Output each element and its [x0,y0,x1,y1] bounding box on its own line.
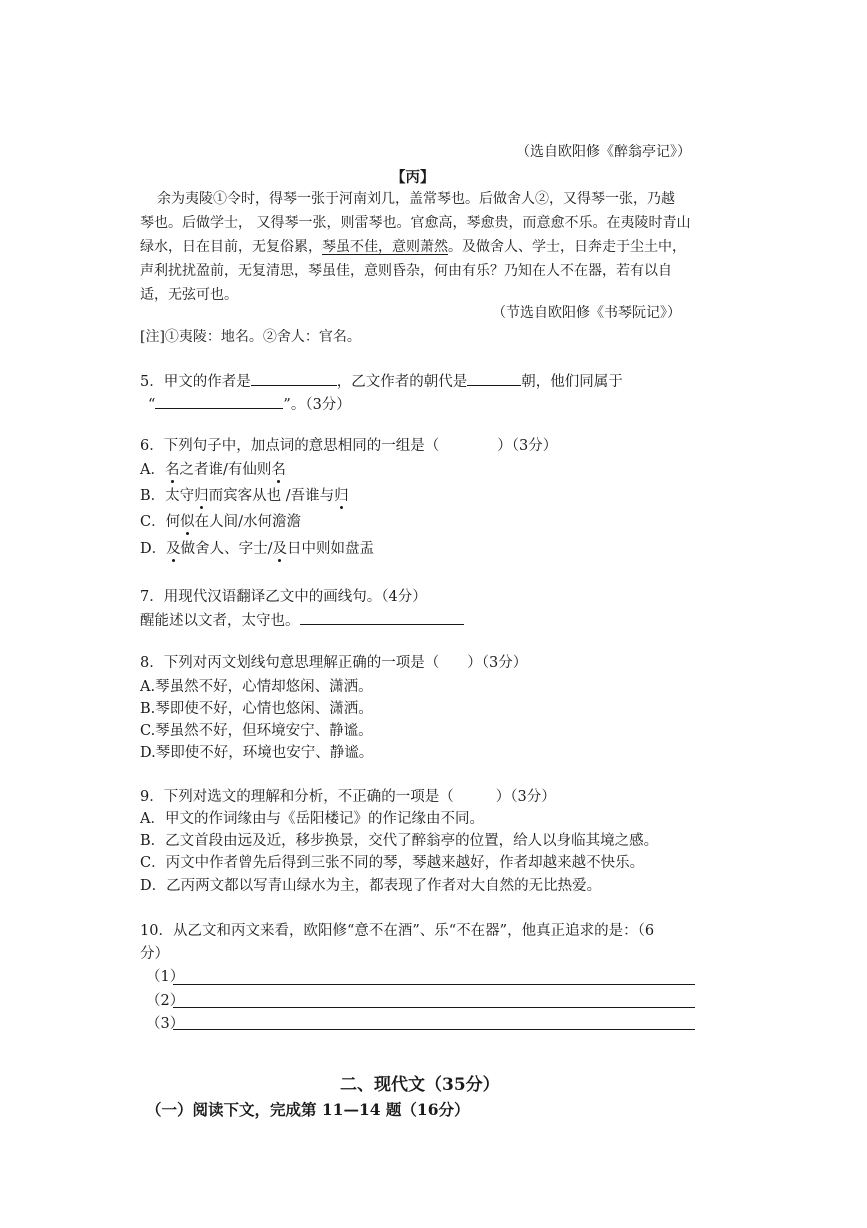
q9-stem-end: ）（3分） [495,789,556,805]
dotted-word: 名 [271,462,286,478]
q8-stem-text: 8．下列对丙文划线句意思理解正确的一项是（ [140,655,440,671]
q6-option-c[interactable] [140,511,301,533]
passage-line-5: 适，无弦可也。 [140,287,238,303]
q8-option-b[interactable]: B.琴即使不好，心情也悠闲、潇洒。 [140,701,373,717]
option-letter: D． [140,541,167,557]
q6-stem-text: 6．下列句子中，加点词的意思相同的一组是（ [140,438,440,454]
q8-option-a[interactable]: A.琴虽然不好，心情却悠闲、潇洒。 [140,679,373,695]
option-text: 日中则如盘盂 [287,541,375,557]
q5-part-b: ，乙文作者的朝代是 [336,374,468,390]
answer-blank[interactable] [251,370,337,386]
question-9-stem [140,786,556,808]
dotted-word: 名 [164,462,180,478]
answer-label-2: （2） [146,993,185,1009]
q7-sentence-text: 醒能述以文者，太守也。 [140,613,300,629]
q6-option-b[interactable] [140,485,349,507]
question-10-stem: 10．从乙文和丙文来看，欧阳修“意不在酒”、乐“不在器”，他真正追求的是：（6 [140,923,655,939]
option-text: 在人间/水何澹澹 [194,514,301,530]
annotation-note: [注]①夷陵：地名。②舍人：官名。 [140,329,361,345]
dotted-word: 归 [334,488,349,504]
q8-option-c[interactable]: C.琴虽然不好，但环境安宁、静谧。 [140,723,373,739]
passage-line-1: 余为夷陵①令时，得琴一张于河南刘几，盖常琴也。后做舍人②，又得琴一张，乃越 [157,191,675,207]
source-citation-top: （选自欧阳修《醉翁亭记》） [516,144,691,160]
section-title: 二、现代文（35分） [340,1075,500,1095]
passage-line-4: 声利扰扰盈前，无复清思，琴虽佳，意则昏杂，何由有乐？乃知在人不在器，若有以自 [140,263,672,279]
dotted-word: 及 [166,541,181,557]
question-5 [140,370,623,393]
answer-blank[interactable] [467,370,521,386]
open-quote: “ [148,397,156,413]
q8-option-d[interactable]: D.琴即使不好，环境也安宁、静谧。 [140,745,374,761]
passage-line-2: 琴也。后做学士， 又得琴一张，则雷琴也。官愈高，琴愈贵，而意愈不乐。在夷陵时青山 [140,215,691,231]
passage-line-3 [140,236,686,258]
option-letter: A． [140,462,165,478]
answer-label-3: （3） [146,1016,185,1032]
q5-part-c: 朝，他们同属于 [521,374,623,390]
question-5-line-2 [148,393,351,416]
dotted-word: 及 [272,541,288,557]
subsection-title: （一）阅读下文，完成第 11—14 题（16分） [146,1100,470,1119]
answer-label-1: （1） [146,969,185,985]
q9-option-d[interactable]: D．乙丙两文都以写青山绿水为主，都表现了作者对大自然的无比热爱。 [140,878,602,894]
option-text: B．太守 [140,488,195,504]
dotted-word: 归 [194,488,209,504]
underlined-sentence: 琴虽不佳，意则萧然 [322,239,448,255]
q9-stem-text: 9．下列对选文的理解和分析，不正确的一项是（ [140,789,454,805]
q9-option-a[interactable]: A．甲文的作词缘由与《岳阳楼记》的作记缘由不同。 [140,811,484,827]
q9-option-b[interactable]: B．乙文首段由远及近，移步换景，交代了醉翁亭的位置，给人以身临其境之感。 [140,833,659,849]
q5-part-d: ”。（3分） [283,397,351,413]
q9-option-c[interactable]: C．丙文中作者曾先后得到三张不同的琴，琴越来越好，作者却越来越不快乐。 [140,855,645,871]
option-text: 之者谁/有仙则 [179,462,272,478]
question-7-sentence [140,609,464,632]
q6-option-d[interactable] [140,538,374,560]
q6-option-a[interactable] [140,459,286,481]
dotted-word: 似 [180,514,195,530]
answer-blank[interactable] [155,393,283,409]
q5-part-a: 5．甲文的作者是 [140,374,251,390]
source-citation-bing: （节选自欧阳修《书琴阮记》） [492,305,681,321]
question-8-stem [140,652,527,674]
answer-line-1[interactable] [173,984,695,985]
option-text: 而宾客从也 /吾谁与 [208,488,335,504]
question-6-stem [140,435,557,457]
question-7-stem: 7．用现代汉语翻译乙文中的画线句。（4分） [140,589,427,605]
question-10-stem-cont: 分） [140,946,169,962]
option-text: 做舍人、字士/ [180,541,273,557]
q8-stem-end: ）（3分） [467,655,528,671]
passage-line-3-end: 。及做舍人、学士，日奔走于尘土中， [448,239,686,255]
answer-blank[interactable] [300,609,464,625]
answer-line-2[interactable] [173,1007,695,1008]
answer-line-3[interactable] [173,1029,695,1030]
option-text: C．何 [140,514,181,530]
q6-stem-end: ）（3分） [497,438,558,454]
section-heading-bing: 【丙】 [391,169,435,186]
passage-line-3-start: 绿水，日在目前，无复俗累， [140,239,322,255]
